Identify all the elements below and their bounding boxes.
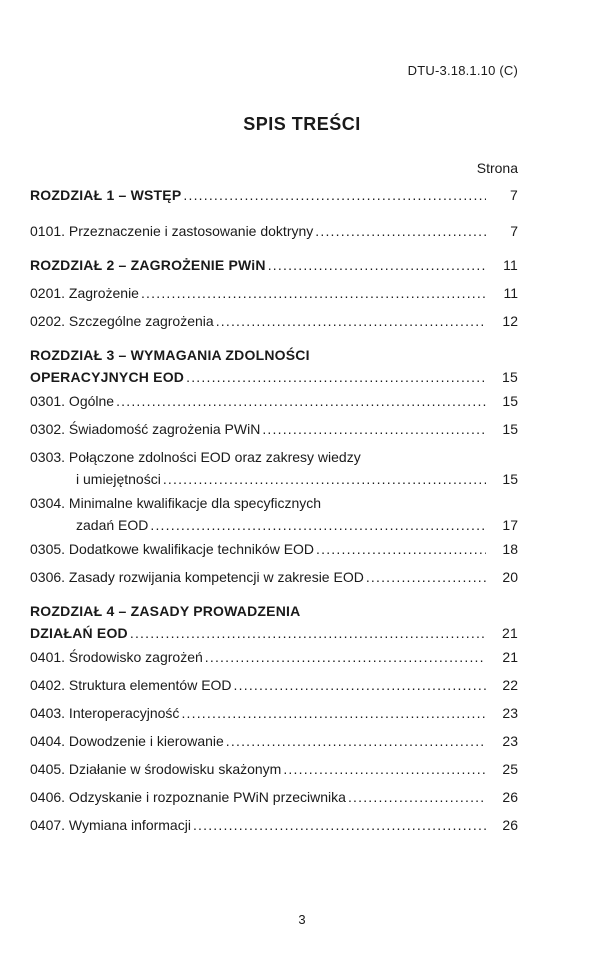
- toc-item-entry: [30, 702, 518, 724]
- toc-page-number: 11: [503, 285, 518, 301]
- toc-entry-text: 0201. Zagrożenie: [30, 285, 139, 301]
- dot-leader: [116, 390, 486, 412]
- dot-leader: [234, 674, 486, 696]
- dot-leader: [283, 758, 486, 780]
- dot-leader: [186, 366, 486, 388]
- toc-item-entry: [30, 282, 518, 304]
- dot-leader: [262, 418, 486, 440]
- toc-entry-text: 0401. Środowisko zagrożeń: [30, 649, 203, 665]
- dot-leader: [315, 220, 486, 242]
- toc-item-entry: [30, 390, 518, 412]
- toc-page-number: 7: [510, 223, 518, 239]
- toc-entry-text: DZIAŁAŃ EOD: [30, 625, 128, 641]
- toc-item-entry: [30, 492, 518, 536]
- toc-page-number: 23: [502, 733, 518, 749]
- toc-entry-text: i umiejętności: [76, 471, 161, 487]
- dot-leader: [348, 786, 486, 808]
- toc-entry-text: ROZDZIAŁ 3 – WYMAGANIA ZDOLNOŚCI: [30, 347, 310, 363]
- toc-entry-text: 0305. Dodatkowe kwalifikacje techników EOD: [30, 541, 315, 557]
- dot-leader: [268, 254, 486, 276]
- dot-leader: [205, 646, 486, 668]
- page-title: SPIS TREŚCI: [243, 114, 361, 134]
- toc-page-number: 11: [503, 257, 518, 273]
- toc-page-number: 18: [502, 541, 518, 557]
- toc-page-number: 17: [502, 517, 518, 533]
- toc-page-number: 15: [502, 393, 518, 409]
- toc-entry-text: OPERACYJNYCH EOD: [30, 369, 185, 385]
- toc-entry-text: 0304. Minimalne kwalifikacje dla specyficznych: [30, 495, 322, 511]
- toc-entry-text: 0404. Dowodzenie i kierowanie: [30, 733, 224, 749]
- dot-leader: [141, 282, 486, 304]
- dot-leader: [181, 702, 486, 724]
- toc-page-number: 26: [502, 789, 518, 805]
- toc-item-entry: [30, 446, 518, 490]
- dot-leader: [366, 566, 486, 588]
- toc-entry-text: 0302. Świadomość zagrożenia PWiN: [30, 421, 261, 437]
- toc-entry-text: 0403. Interoperacyjność: [30, 705, 180, 721]
- dot-leader: [216, 310, 486, 332]
- toc-entry-text: 0406. Odzyskanie i rozpoznanie PWiN przeciwnika: [30, 789, 346, 805]
- toc-page-number: 12: [502, 313, 518, 329]
- toc-page-number: 23: [502, 705, 518, 721]
- dot-leader: [150, 514, 486, 536]
- toc-chapter-entry: [30, 344, 518, 388]
- toc-entry-text: 0402. Struktura elementów EOD: [30, 677, 232, 693]
- toc-page-number: 26: [502, 817, 518, 833]
- toc-entry-text: 0306. Zasady rozwijania kompetencji w zakresie EOD: [30, 569, 364, 585]
- toc-page-number: 15: [502, 421, 518, 437]
- toc-entry-text: 0407. Wymiana informacji: [30, 817, 191, 833]
- toc-chapter-entry: [30, 600, 518, 644]
- dot-leader: [130, 622, 486, 644]
- toc-item-entry: [30, 566, 518, 588]
- toc-entry-text: 0303. Połączone zdolności EOD oraz zakresy wiedzy: [30, 449, 361, 465]
- toc-page-number: 15: [502, 369, 518, 385]
- dot-leader: [163, 468, 486, 490]
- toc-chapter-entry: [30, 254, 518, 276]
- toc-page-number: 25: [502, 761, 518, 777]
- dot-leader: [193, 814, 486, 836]
- toc-entry-text: ROZDZIAŁ 2 – ZAGROŻENIE PWiN: [30, 257, 266, 273]
- toc-entry-text: 0405. Działanie w środowisku skażonym: [30, 761, 282, 777]
- dot-leader: [183, 184, 486, 206]
- toc-item-entry: [30, 538, 518, 560]
- toc-item-entry: [30, 220, 518, 242]
- toc-item-entry: [30, 646, 518, 668]
- toc-chapter-entry: [30, 184, 518, 206]
- toc-item-entry: [30, 730, 518, 752]
- toc-entry-text: zadań EOD: [76, 517, 149, 533]
- toc-page-number: 22: [502, 677, 518, 693]
- document-code: DTU-3.18.1.10 (C): [407, 63, 518, 78]
- toc-item-entry: [30, 674, 518, 696]
- toc-item-entry: [30, 814, 518, 836]
- dot-leader: [226, 730, 486, 752]
- toc-page-number: 20: [502, 569, 518, 585]
- toc-entry-text: 0202. Szczególne zagrożenia: [30, 313, 214, 329]
- toc-item-entry: [30, 786, 518, 808]
- page-column-label: Strona: [476, 160, 518, 176]
- toc-item-entry: [30, 758, 518, 780]
- toc-page-number: 7: [510, 187, 518, 203]
- toc-entry-text: 0101. Przeznaczenie i zastosowanie doktryny: [30, 223, 314, 239]
- toc-page-number: 21: [502, 625, 518, 641]
- toc-entry-text: 0301. Ogólne: [30, 393, 115, 409]
- dot-leader: [316, 538, 486, 560]
- toc-page-number: 21: [502, 649, 518, 665]
- toc-item-entry: [30, 310, 518, 332]
- toc-item-entry: [30, 418, 518, 440]
- toc-entry-text: ROZDZIAŁ 4 – ZASADY PROWADZENIA: [30, 603, 301, 619]
- toc-entry-text: ROZDZIAŁ 1 – WSTĘP: [30, 187, 182, 203]
- page-number: 3: [298, 912, 306, 927]
- toc-page-number: 15: [502, 471, 518, 487]
